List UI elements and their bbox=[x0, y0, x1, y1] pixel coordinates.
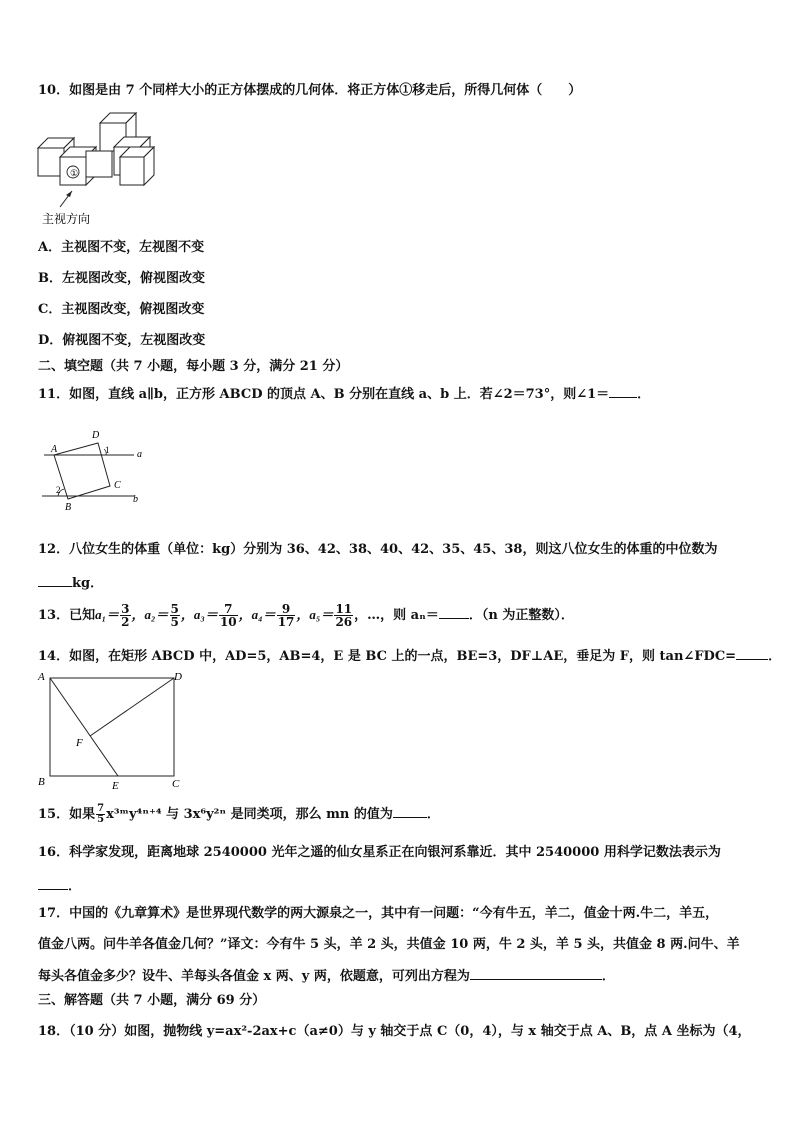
section-2-heading: 二、填空题（共 7 小题，每小题 3 分，满分 21 分） bbox=[38, 359, 349, 374]
q17-line-2: 值金八两。问牛羊各值金几何？”译文：今有牛 5 头，羊 2 头，共值金 10 两，牛 2 头，羊 5 头，共值金 8 两.问牛、羊 bbox=[38, 937, 740, 952]
q17-answer-blank bbox=[470, 967, 602, 980]
q12-answer-line: kg． bbox=[38, 574, 103, 592]
q13-fraction-2: $\frac{5}{5}$ bbox=[170, 602, 179, 629]
q15-fraction: $\frac{7}{5}$ bbox=[97, 803, 105, 825]
q11-square-figure bbox=[38, 423, 158, 515]
view-direction-label: 主视方向 bbox=[42, 212, 91, 226]
q13-answer-blank bbox=[439, 606, 469, 619]
q12-stem: 12．八位女生的体重（单位：kg）分别为 36、42、38、40、42、35、45、38，则这八位女生的体重的中位数为 bbox=[38, 542, 718, 557]
section-3-heading: 三、解答题（共 7 小题，满分 69 分） bbox=[38, 993, 266, 1008]
q15-stem: 15．如果 $\frac{7}{5}$ x³ᵐy⁴ⁿ⁺⁴ 与 3x⁶y²ⁿ 是同类项，那么 mn 的值为 ． bbox=[38, 803, 440, 825]
q13-fraction-5: $\frac{11}{26}$ bbox=[335, 602, 353, 629]
q16-answer-blank bbox=[38, 877, 68, 890]
svg-text:C: C bbox=[114, 480, 121, 491]
q13-fraction-4: $\frac{9}{17}$ bbox=[277, 602, 295, 629]
q17-line-1: 17．中国的《九章算术》是世界现代数学的两大源泉之一，其中有一问题：“今有牛五，羊二，值金十两.牛二，羊五， bbox=[38, 906, 719, 921]
svg-text:a: a bbox=[137, 449, 142, 460]
svg-text:B: B bbox=[65, 502, 72, 513]
cube-1-label: ① bbox=[70, 168, 79, 178]
q16-answer-line: ． bbox=[38, 877, 81, 895]
svg-text:F: F bbox=[76, 737, 83, 749]
svg-text:B: B bbox=[38, 776, 45, 788]
q10-option-c: C．主视图改变，俯视图改变 bbox=[38, 302, 205, 317]
svg-text:E: E bbox=[112, 780, 119, 792]
q10-option-a: A．主视图不变，左视图不变 bbox=[38, 240, 205, 255]
q14-stem: 14．如图，在矩形 ABCD 中，AD=5，AB=4，E 是 BC 上的一点，BE=3，DF⊥AE，垂足为 F，则 tan∠FDC= ． bbox=[38, 649, 782, 664]
q16-stem: 16．科学家发现，距离地球 2540000 光年之遥的仙女星系正在向银河系靠近．其中 2540000 用科学记数法表示为 bbox=[38, 845, 721, 860]
svg-text:1: 1 bbox=[105, 445, 110, 455]
q18-stem: 18．（10 分）如图，抛物线 y=ax²-2ax+c（a≠0）与 y 轴交于点 C（0，4），与 x 轴交于点 A、B，点 A 坐标为（4， bbox=[38, 1024, 751, 1039]
q10-option-b: B．左视图改变，俯视图改变 bbox=[38, 271, 205, 286]
q10-option-d: D．俯视图不变，左视图改变 bbox=[38, 333, 206, 348]
svg-text:C: C bbox=[172, 778, 180, 790]
q11-answer-blank bbox=[609, 385, 637, 398]
q10-cube-figure bbox=[36, 111, 156, 229]
svg-text:A: A bbox=[51, 444, 58, 455]
q13-fraction-3: $\frac{7}{10}$ bbox=[219, 602, 237, 629]
svg-text:b: b bbox=[133, 494, 138, 505]
svg-text:D: D bbox=[174, 671, 182, 683]
svg-text:D: D bbox=[92, 430, 100, 441]
q15-answer-blank bbox=[393, 805, 427, 818]
q17-line-3: 每头各值金多少？设牛、羊每头各值金 x 两、y 两，依题意，可列出方程为 ． bbox=[38, 969, 615, 984]
q11-stem: 11．如图，直线 a∥b，正方形 ABCD 的顶点 A、B 分别在直线 a、b 上．若∠2＝73°，则∠1＝ ． bbox=[38, 387, 651, 402]
q14-answer-blank bbox=[736, 647, 768, 660]
q14-rectangle-figure bbox=[36, 668, 188, 792]
svg-text:A: A bbox=[38, 671, 45, 683]
q12-answer-blank bbox=[38, 574, 72, 587]
q10-stem: 10．如图是由 7 个同样大小的正方体摆成的几何体．将正方体①移走后，所得几何体（ ） bbox=[38, 83, 582, 98]
q13-stem: 13．已知a₁＝ $\frac{3}{2}$ ，a₂＝ $\frac{5}{5}$ ，a₃＝ $\frac{7}{10}$ ，a₄＝ $\frac{9}{17}$ ，a₅＝ $\frac{11}{26}$ ，…，则 aₙ＝ ．（n 为正整数）． bbox=[38, 602, 574, 629]
q13-fraction-1: $\frac{3}{2}$ bbox=[121, 602, 130, 629]
svg-text:2: 2 bbox=[56, 485, 61, 495]
